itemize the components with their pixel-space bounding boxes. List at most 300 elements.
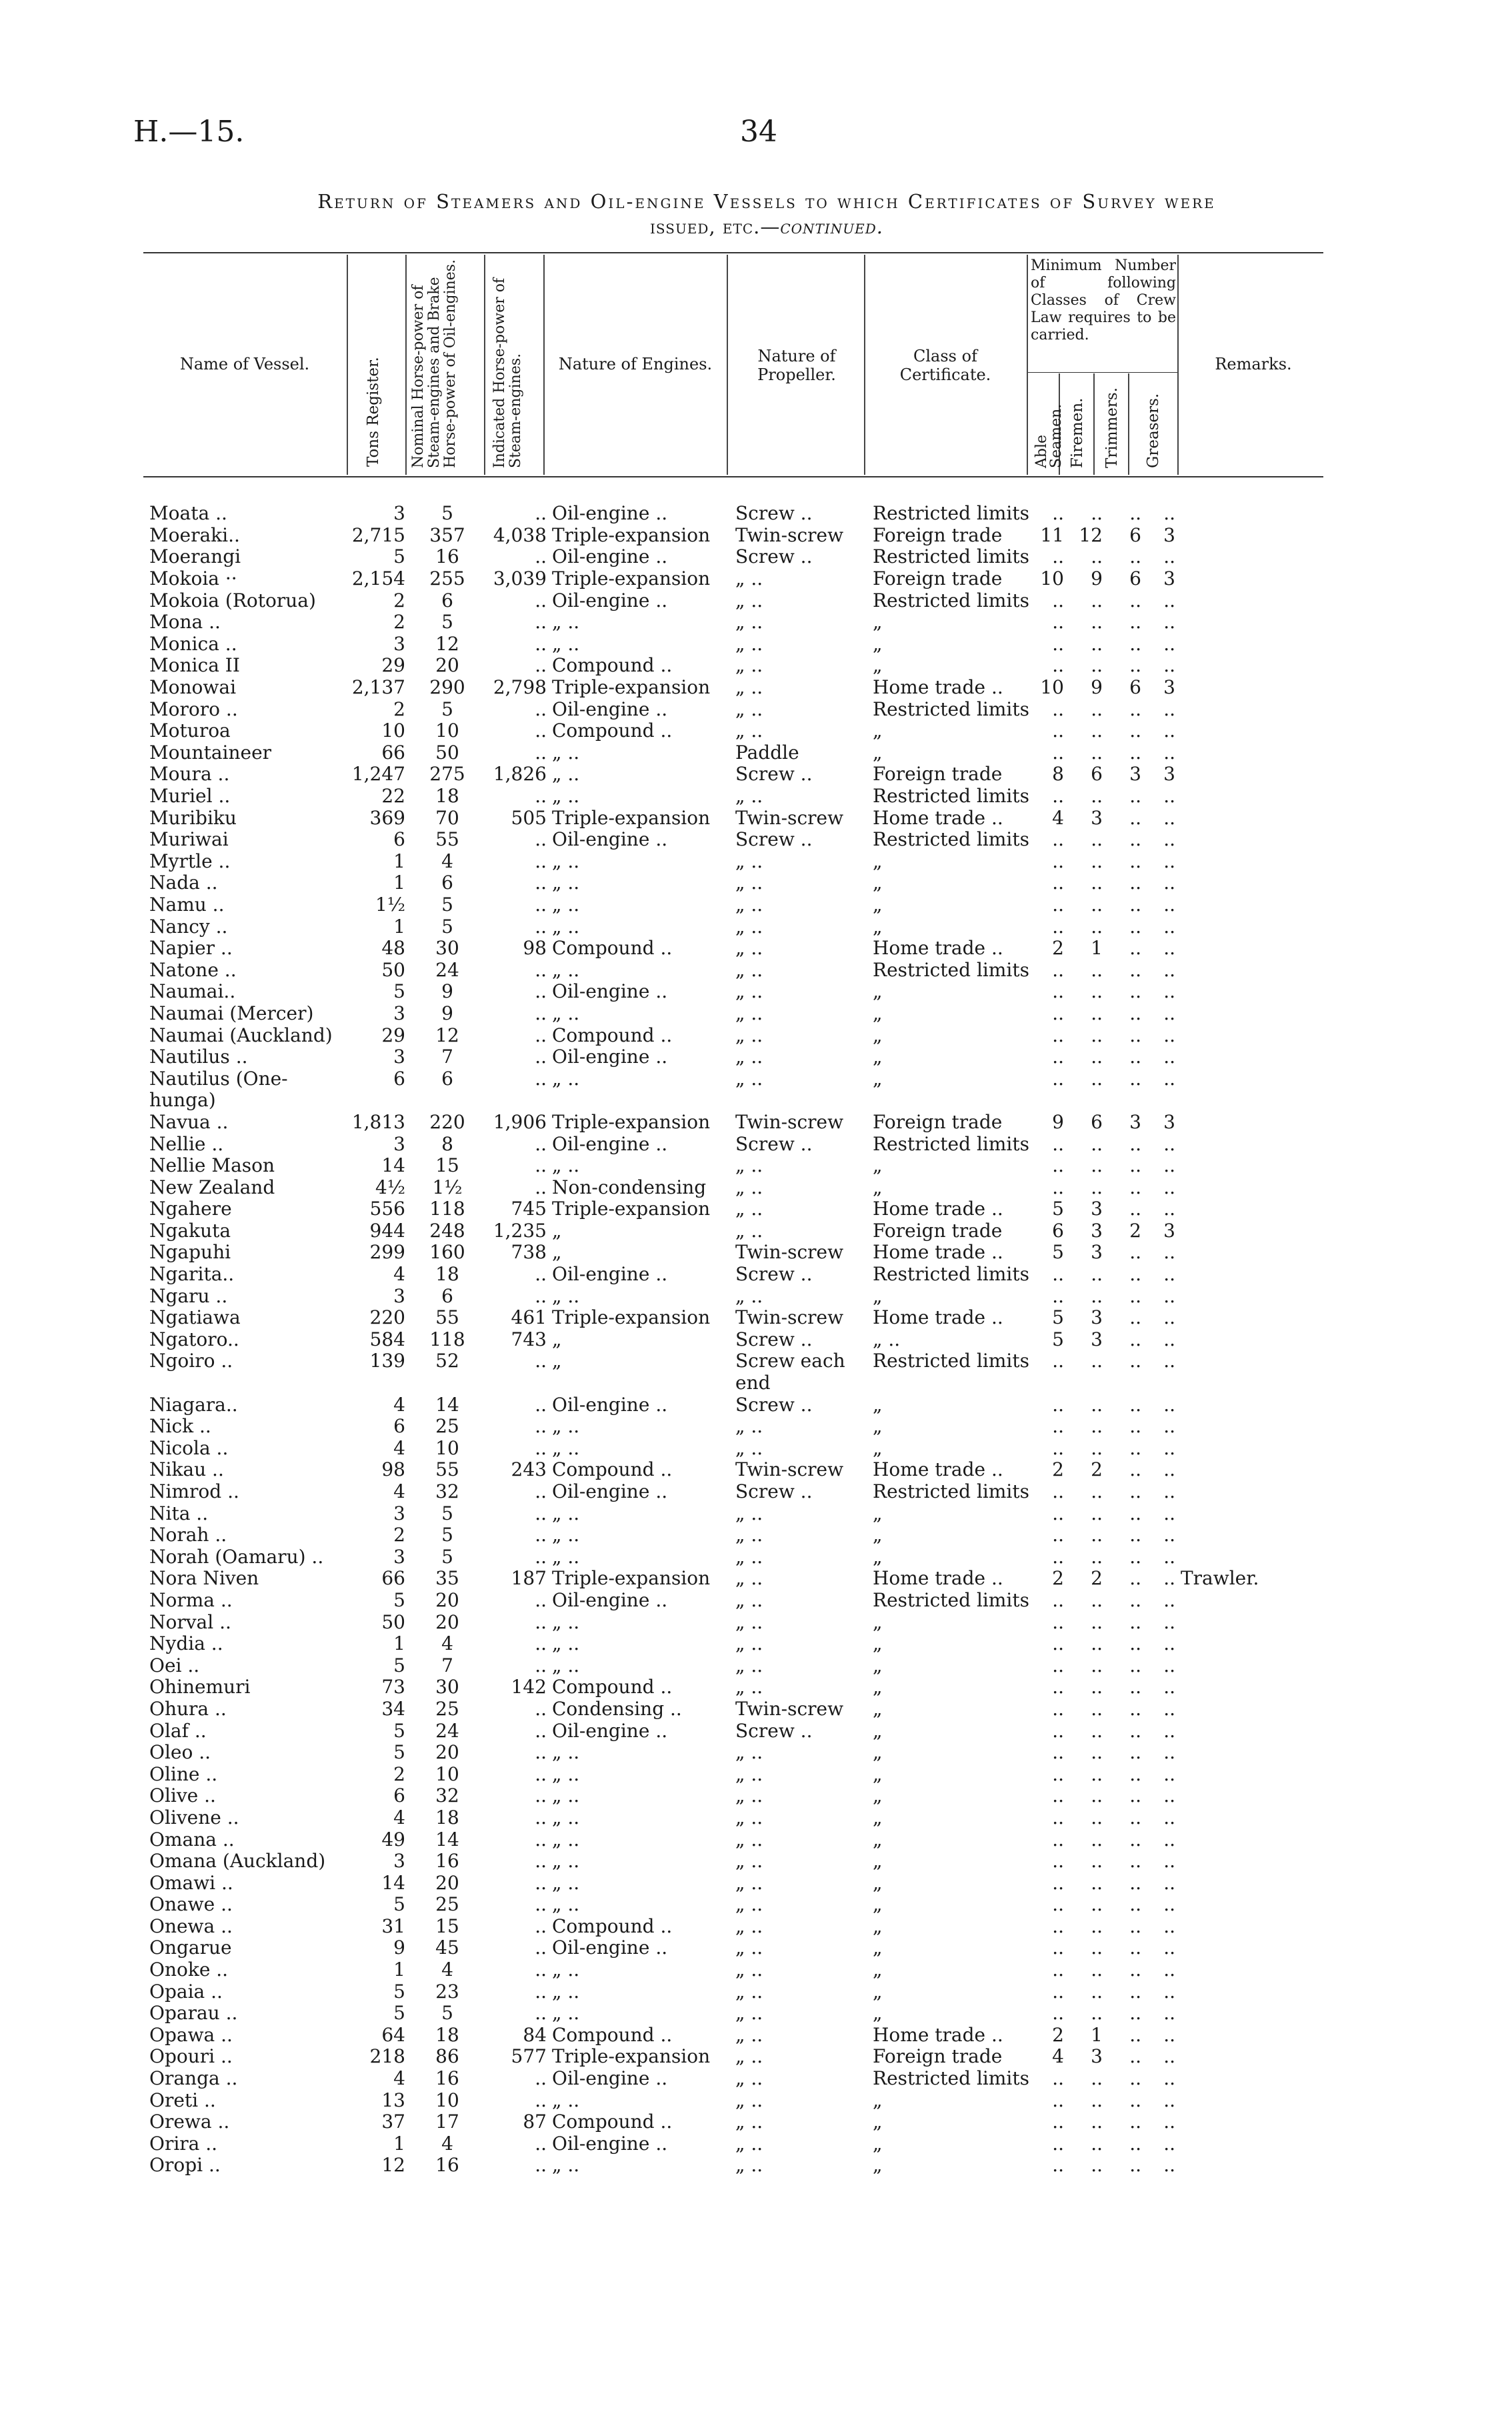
tons-cell: 139 (369, 1350, 405, 1372)
able-seamen-cell: .. (1052, 1068, 1064, 1090)
certificate-cell: Foreign trade (873, 2046, 1003, 2068)
able-seamen-cell: .. (1052, 916, 1064, 938)
table-row (147, 1611, 1317, 1633)
propeller-cell: „ .. (735, 655, 763, 677)
tons-cell: 9 (393, 1937, 405, 1959)
propeller-cell: „ .. (735, 1154, 763, 1177)
propeller-cell: „ .. (735, 2002, 763, 2025)
trimmers-cell: .. (1129, 785, 1141, 808)
propeller-cell: Twin-screw (735, 1306, 844, 1329)
nominal-hp-cell: 10 (435, 1437, 459, 1459)
able-seamen-cell: .. (1052, 850, 1064, 872)
remarks-cell (1178, 894, 1317, 916)
propeller-cell: „ .. (735, 785, 763, 808)
indicated-hp-cell: .. (535, 872, 547, 894)
nominal-hp-cell: 5 (441, 916, 453, 938)
col-separator (484, 255, 485, 475)
engine-type-cell: „ .. (552, 850, 580, 872)
table-row (147, 1502, 1317, 1524)
certificate-cell: „ (873, 1741, 883, 1764)
propeller-cell (733, 1090, 870, 1112)
engine-type-cell: „ .. (552, 764, 580, 786)
engine-type-cell: „ .. (552, 1959, 580, 1981)
page-title (100, 189, 1433, 239)
engine-type-cell: „ .. (552, 1285, 580, 1307)
certificate-cell: „ (873, 1850, 883, 1873)
indicated-hp-cell: .. (535, 1806, 547, 1829)
indicated-hp-cell: .. (535, 1176, 547, 1198)
firemen-cell: 1 (1091, 2024, 1103, 2046)
certificate-cell: Home trade .. (873, 1198, 1003, 1220)
greasers-cell: .. (1163, 1198, 1175, 1220)
table-row (147, 1851, 1317, 1873)
table-row (147, 894, 1317, 916)
propeller-cell: „ .. (735, 1850, 763, 1873)
table-row (147, 2155, 1317, 2177)
vessel-name-cell: Olivene .. (149, 1806, 239, 1829)
remarks-cell (1178, 872, 1317, 894)
greasers-cell: .. (1163, 742, 1175, 764)
nominal-hp-cell: 25 (435, 1894, 459, 1916)
greasers-cell: .. (1163, 589, 1175, 612)
indicated-hp-cell: .. (535, 503, 547, 525)
certificate-cell: „ (873, 1024, 883, 1046)
remarks-cell (1178, 1133, 1317, 1155)
engine-type-cell: „ .. (552, 2155, 580, 2177)
certificate-cell (870, 1372, 1033, 1394)
greasers-cell: .. (1163, 1546, 1175, 1568)
nominal-hp-cell: 16 (435, 1850, 459, 1873)
nominal-hp-cell: 4 (441, 1632, 453, 1655)
nominal-hp-cell: 20 (435, 655, 459, 677)
indicated-hp-cell: 84 (523, 2024, 547, 2046)
remarks-cell (1178, 1763, 1317, 1785)
greasers-cell: .. (1163, 1524, 1175, 1546)
tons-cell: 6 (393, 828, 405, 851)
propeller-cell: Twin-screw (735, 1698, 844, 1720)
propeller-cell: „ .. (735, 1915, 763, 1937)
certificate-cell: Foreign trade (873, 524, 1003, 546)
vessel-name-cell: Mona .. (149, 611, 221, 634)
greasers-cell: .. (1163, 894, 1175, 916)
greasers-cell: .. (1163, 916, 1175, 938)
tons-cell: 14 (381, 1154, 405, 1177)
tons-cell: 4 (393, 1394, 405, 1416)
vessel-name-cell: Nick .. (149, 1415, 211, 1438)
indicated-hp-cell: .. (535, 655, 547, 677)
firemen-cell: .. (1091, 742, 1103, 764)
propeller-cell: „ .. (735, 1502, 763, 1524)
able-seamen-cell: .. (1052, 1698, 1064, 1720)
indicated-hp-cell: .. (535, 2002, 547, 2025)
firemen-cell: .. (1091, 1176, 1103, 1198)
nominal-hp-cell: 45 (435, 1937, 459, 1959)
firemen-cell: .. (1091, 828, 1103, 851)
firemen-cell: .. (1091, 2067, 1103, 2090)
nominal-hp-cell: 118 (429, 1198, 465, 1220)
indicated-hp-cell: .. (535, 959, 547, 981)
greasers-cell: .. (1163, 1437, 1175, 1459)
greasers-cell: .. (1163, 1285, 1175, 1307)
trimmers-cell: .. (1129, 937, 1141, 960)
trimmers-cell: .. (1129, 1894, 1141, 1916)
trimmers-cell: .. (1129, 1589, 1141, 1611)
tons-cell: 5 (393, 546, 405, 568)
firemen-cell: .. (1091, 981, 1103, 1003)
col-header-propeller: Nature of Propeller. (757, 347, 836, 384)
able-seamen-cell: .. (1052, 1785, 1064, 1807)
propeller-cell: „ .. (735, 1785, 763, 1807)
table-row (147, 1372, 1317, 1394)
firemen-cell: .. (1091, 1154, 1103, 1177)
indicated-hp-cell: .. (535, 1698, 547, 1720)
nominal-hp-cell: 20 (435, 1872, 459, 1894)
tons-cell: 4½ (375, 1176, 405, 1198)
firemen-cell: .. (1091, 2002, 1103, 2025)
remarks-cell (1178, 1394, 1317, 1416)
engine-type-cell: Oil-engine .. (552, 1263, 668, 1286)
vessel-name-cell: Nora Niven (149, 1568, 259, 1590)
able-seamen-cell: 5 (1052, 1242, 1064, 1264)
certificate-cell: „ (873, 633, 883, 655)
tons-cell: 2 (393, 589, 405, 612)
indicated-hp-cell: .. (535, 1415, 547, 1438)
firemen-cell: .. (1091, 1611, 1103, 1633)
engine-type-cell (549, 1372, 733, 1394)
engine-type-cell: „ .. (552, 1785, 580, 1807)
greasers-cell: .. (1163, 2024, 1175, 2046)
certificate-cell: „ (873, 1546, 883, 1568)
engine-type-cell: Triple-expansion (552, 676, 711, 699)
table-row (147, 786, 1317, 808)
engine-type-cell: Oil-engine .. (552, 1937, 668, 1959)
tons-cell: 73 (381, 1676, 405, 1698)
certificate-cell: „ (873, 1068, 883, 1090)
remarks-cell (1178, 1611, 1317, 1633)
certificate-cell: Home trade .. (873, 1306, 1003, 1329)
propeller-cell: Screw .. (735, 546, 813, 568)
nominal-hp-cell: 55 (435, 1459, 459, 1481)
table-row (147, 1785, 1317, 1807)
firemen-cell: 12 (1079, 524, 1103, 546)
engine-type-cell: „ .. (552, 1829, 580, 1851)
able-seamen-cell: .. (1052, 1959, 1064, 1981)
indicated-hp-cell: .. (535, 1154, 547, 1177)
propeller-cell: „ .. (735, 1806, 763, 1829)
vessel-name-cell: Ongarue (149, 1937, 232, 1959)
table-row (147, 1829, 1317, 1851)
greasers-cell: .. (1163, 720, 1175, 742)
title-line-1: Return of Steamers and Oil-engine Vessels to which Certificates of Survey were (317, 190, 1216, 213)
nominal-hp-cell: 6 (441, 1068, 453, 1090)
vessel-name-cell: Oreti .. (149, 2089, 216, 2111)
trimmers-cell: .. (1129, 1068, 1141, 1090)
engine-type-cell: „ (552, 1328, 562, 1350)
indicated-hp-cell: .. (535, 785, 547, 808)
table-row (147, 1198, 1317, 1220)
vessel-name-cell: Olive .. (149, 1785, 216, 1807)
remarks-cell (1178, 1937, 1317, 1959)
engine-type-cell: „ .. (552, 611, 580, 634)
indicated-hp-cell: .. (535, 1611, 547, 1633)
title-line-2-text: issued, etc.— (650, 215, 781, 238)
greasers-cell: .. (1163, 1415, 1175, 1438)
certificate-cell: „ (873, 1763, 883, 1785)
able-seamen-cell: .. (1052, 1806, 1064, 1829)
nominal-hp-cell: 16 (435, 2067, 459, 2090)
able-seamen-cell: .. (1052, 1741, 1064, 1764)
engine-type-cell: „ .. (552, 872, 580, 894)
tons-cell: 5 (393, 1720, 405, 1742)
table-row (147, 1568, 1317, 1590)
remarks-cell (1178, 698, 1317, 720)
vessel-name-cell: Ngahere (149, 1198, 232, 1220)
remarks-cell (1178, 764, 1317, 786)
engine-type-cell: „ .. (552, 1741, 580, 1764)
remarks-cell (1178, 655, 1317, 677)
engine-type-cell: „ .. (552, 1872, 580, 1894)
propeller-cell: „ .. (735, 1285, 763, 1307)
certificate-cell: Restricted limits (873, 1133, 1029, 1155)
trimmers-cell: .. (1129, 1285, 1141, 1307)
tons-cell: 10 (381, 720, 405, 742)
certificate-cell: „ (873, 742, 883, 764)
vessel-name-cell: Norval .. (149, 1611, 231, 1633)
greasers-cell: .. (1163, 1046, 1175, 1068)
trimmers-cell: .. (1129, 1698, 1141, 1720)
able-seamen-cell: .. (1052, 959, 1064, 981)
remarks-cell (1178, 568, 1317, 590)
trimmers-cell: 3 (1129, 1111, 1141, 1133)
greasers-cell: 3 (1163, 567, 1175, 590)
indicated-hp-cell: .. (535, 1632, 547, 1655)
propeller-cell: „ .. (735, 1611, 763, 1633)
firemen-cell: .. (1091, 1806, 1103, 1829)
propeller-cell: „ .. (735, 2155, 763, 2177)
remarks-cell (1178, 1785, 1317, 1807)
engine-type-cell: Oil-engine .. (552, 1394, 668, 1416)
table-row (147, 1264, 1317, 1286)
remarks-cell (1178, 1524, 1317, 1546)
certificate-cell: Home trade .. (873, 676, 1003, 699)
col-separator (405, 255, 407, 475)
col-header-firemen: Firemen. (1069, 397, 1086, 468)
indicated-hp-cell: .. (535, 1046, 547, 1068)
table-row (147, 807, 1317, 829)
tons-cell: 5 (393, 1589, 405, 1611)
able-seamen-cell: .. (1052, 1937, 1064, 1959)
able-seamen-cell: .. (1052, 894, 1064, 916)
nominal-hp-cell: 86 (435, 2046, 459, 2068)
table-row (147, 959, 1317, 981)
propeller-cell: „ .. (735, 1524, 763, 1546)
certificate-cell: „ (873, 1872, 883, 1894)
table-row (147, 698, 1317, 720)
trimmers-cell: .. (1129, 1546, 1141, 1568)
indicated-hp-cell: .. (535, 1263, 547, 1286)
firemen-cell: .. (1091, 1632, 1103, 1655)
greasers-cell: .. (1163, 1894, 1175, 1916)
tons-cell: 50 (381, 959, 405, 981)
nominal-hp-cell: 55 (435, 828, 459, 851)
vessel-name-cell: Olaf .. (149, 1720, 207, 1742)
propeller-cell: „ .. (735, 611, 763, 634)
certificate-cell: Restricted limits (873, 1263, 1029, 1286)
firemen-cell: .. (1091, 1263, 1103, 1286)
certificate-cell: „ (873, 1437, 883, 1459)
remarks-cell (1178, 1590, 1317, 1612)
trimmers-cell: .. (1129, 1872, 1141, 1894)
table-row (147, 764, 1317, 786)
vessel-name-cell: Moeraki.. (149, 524, 240, 546)
table-row (147, 1024, 1317, 1046)
greasers-cell: .. (1163, 2155, 1175, 2177)
able-seamen-cell: .. (1052, 828, 1064, 851)
able-seamen-cell: .. (1052, 720, 1064, 742)
greasers-cell: .. (1163, 1350, 1175, 1372)
remarks-cell (1178, 2025, 1317, 2047)
table-row (147, 1807, 1317, 1829)
propeller-cell: „ .. (735, 894, 763, 916)
trimmers-cell: .. (1129, 1394, 1141, 1416)
propeller-cell: „ .. (735, 1415, 763, 1438)
engine-type-cell: Triple-expansion (552, 524, 711, 546)
certificate-cell: „ (873, 1524, 883, 1546)
tons-cell: 4 (393, 1480, 405, 1503)
col-header-name: Name of Vessel. (179, 355, 310, 373)
certificate-cell: „ (873, 1937, 883, 1959)
tons-cell: 2,154 (351, 567, 405, 590)
engine-type-cell: Condensing .. (552, 1698, 682, 1720)
engine-type-cell: „ .. (552, 1002, 580, 1024)
engine-type-cell: „ .. (552, 959, 580, 981)
greasers-cell: .. (1163, 2089, 1175, 2111)
indicated-hp-cell: .. (535, 1654, 547, 1676)
trimmers-cell: .. (1129, 1806, 1141, 1829)
able-seamen-cell: .. (1052, 1524, 1064, 1546)
tons-cell: 6 (393, 1785, 405, 1807)
vessel-name-cell: Ohinemuri (149, 1676, 251, 1698)
engine-type-cell: Non-condensing (552, 1176, 707, 1198)
nominal-hp-cell: 4 (441, 1959, 453, 1981)
engine-type-cell: „ .. (552, 1632, 580, 1655)
vessel-name-cell: Napier .. (149, 937, 233, 960)
nominal-hp-cell (408, 1090, 487, 1112)
engine-type-cell: Triple-expansion (552, 567, 711, 590)
propeller-cell: „ .. (735, 589, 763, 612)
able-seamen-cell: .. (1052, 2002, 1064, 2025)
greasers-cell: 3 (1163, 676, 1175, 699)
firemen-cell: 3 (1091, 1220, 1103, 1242)
engine-type-cell: „ .. (552, 2089, 580, 2111)
able-seamen-cell: 10 (1040, 676, 1064, 699)
firemen-cell: .. (1091, 1829, 1103, 1851)
firemen-cell (1067, 1372, 1105, 1394)
trimmers-cell: .. (1129, 742, 1141, 764)
vessel-name-cell: Orewa .. (149, 2111, 230, 2133)
certificate-cell: Foreign trade (873, 567, 1003, 590)
trimmers-cell: .. (1129, 1959, 1141, 1981)
tons-cell: 1,247 (351, 764, 405, 786)
greasers-cell: .. (1163, 1154, 1175, 1177)
remarks-cell (1178, 1872, 1317, 1894)
firemen-cell: 3 (1091, 807, 1103, 829)
vessel-name-cell: Oropi .. (149, 2155, 221, 2177)
col-separator (543, 255, 545, 475)
remarks-cell (1178, 2111, 1317, 2133)
engine-type-cell: Triple-expansion (552, 1198, 711, 1220)
firemen-cell: .. (1091, 1959, 1103, 1981)
firemen-cell: 3 (1091, 1242, 1103, 1264)
remarks-cell: Trawler. (1181, 1568, 1259, 1590)
remarks-cell (1178, 2089, 1317, 2111)
firemen-cell: .. (1091, 2133, 1103, 2155)
tons-cell: 2 (393, 1763, 405, 1785)
engine-type-cell: „ .. (552, 1806, 580, 1829)
certificate-cell: Restricted limits (873, 1589, 1029, 1611)
tons-cell: 1 (393, 916, 405, 938)
trimmers-cell: .. (1129, 2067, 1141, 2090)
propeller-cell: Twin-screw (735, 1459, 844, 1481)
able-seamen-cell: .. (1052, 1176, 1064, 1198)
engine-type-cell: Oil-engine .. (552, 698, 668, 720)
remarks-cell (1178, 1698, 1317, 1720)
remarks-cell (1178, 981, 1317, 1003)
trimmers-cell: 6 (1129, 676, 1141, 699)
propeller-cell: Screw .. (735, 1263, 813, 1286)
greasers-cell: .. (1163, 1806, 1175, 1829)
indicated-hp-cell: .. (535, 981, 547, 1003)
table-row (147, 1242, 1317, 1264)
remarks-cell (1178, 916, 1317, 938)
firemen-cell: .. (1091, 1720, 1103, 1742)
trimmers-cell: .. (1129, 1242, 1141, 1264)
vessel-name-cell: Nautilus .. (149, 1046, 248, 1068)
table-row (147, 1220, 1317, 1242)
trimmers-cell: .. (1129, 655, 1141, 677)
propeller-cell: „ .. (735, 633, 763, 655)
vessel-name-cell: Monica .. (149, 633, 237, 655)
vessel-name-cell: Ngapuhi (149, 1242, 231, 1264)
vessel-name-cell: Oleo .. (149, 1741, 211, 1764)
certificate-cell: „ (873, 1894, 883, 1916)
propeller-cell: „ .. (735, 1068, 763, 1090)
indicated-hp-cell: .. (535, 1285, 547, 1307)
propeller-cell: „ .. (735, 676, 763, 699)
trimmers-cell: .. (1129, 2089, 1141, 2111)
vessel-name-cell: Onawe .. (149, 1894, 233, 1916)
vessel-name-cell: Norma .. (149, 1589, 233, 1611)
col-separator (1128, 373, 1129, 475)
certificate-cell: „ (873, 916, 883, 938)
remarks-cell (1178, 1242, 1317, 1264)
tons-cell: 50 (381, 1611, 405, 1633)
greasers-cell: .. (1163, 1720, 1175, 1742)
tons-cell: 1½ (375, 894, 405, 916)
nominal-hp-cell: 5 (441, 611, 453, 634)
able-seamen-cell: .. (1052, 1654, 1064, 1676)
vessel-name-cell: Niagara.. (149, 1394, 238, 1416)
firemen-cell: 6 (1091, 1111, 1103, 1133)
nominal-hp-cell: 25 (435, 1698, 459, 1720)
tons-cell: 5 (393, 2002, 405, 2025)
engine-type-cell: „ .. (552, 1524, 580, 1546)
firemen-cell: .. (1091, 1415, 1103, 1438)
remarks-cell (1178, 851, 1317, 873)
greasers-cell: .. (1163, 698, 1175, 720)
col-header-certificate: Class of Certificate. (899, 347, 991, 384)
trimmers-cell: .. (1129, 720, 1141, 742)
